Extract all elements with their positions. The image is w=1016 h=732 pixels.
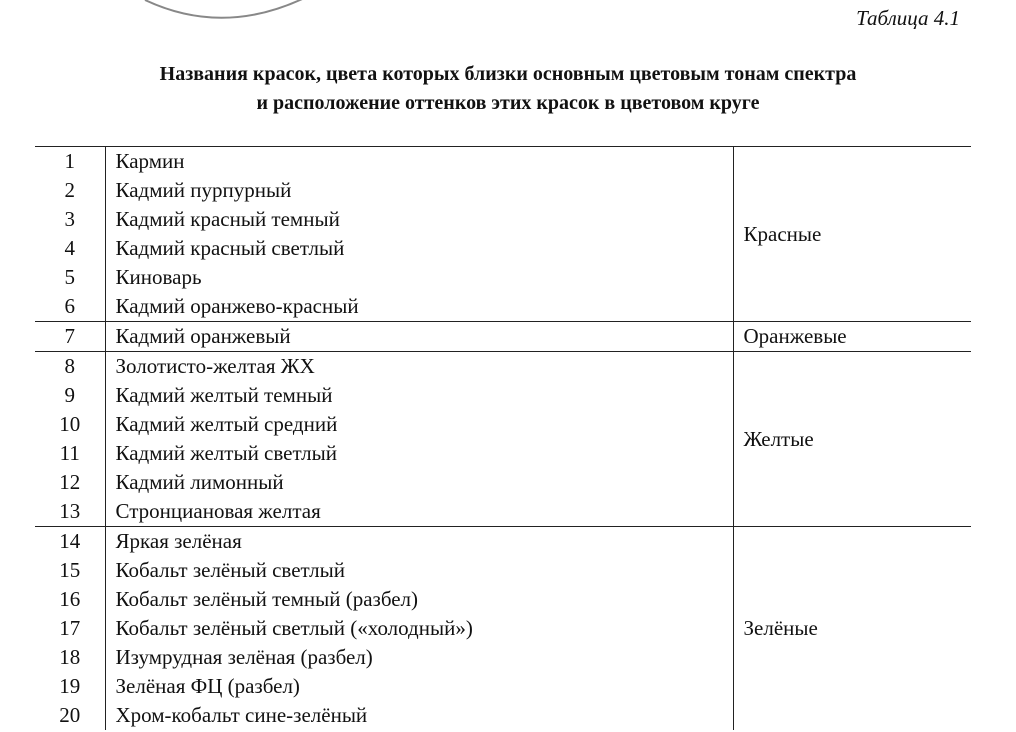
color-wheel-arc-fragment [140,0,340,30]
paint-name: Хром-кобальт сине-зелёный [105,701,733,730]
paint-name: Кобальт зелёный светлый («холодный») [105,614,733,643]
row-number: 11 [35,439,105,468]
paint-name: Кадмий оранжево-красный [105,292,733,322]
color-group-label: Зелёные [743,616,818,640]
row-number: 5 [35,263,105,292]
row-number: 4 [35,234,105,263]
paint-name: Золотисто-желтая ЖХ [105,352,733,382]
row-number: 7 [35,322,105,352]
paint-name: Кадмий желтый средний [105,410,733,439]
paint-name: Кармин [105,147,733,177]
group-green [35,527,971,731]
color-group-label: Оранжевые [743,324,847,348]
table-row [35,322,971,352]
table-title [0,60,1016,118]
group-red [35,147,971,322]
row-number: 17 [35,614,105,643]
paint-name: Стронциановая желтая [105,497,733,527]
color-group-label: Желтые [743,426,814,451]
row-number: 6 [35,292,105,322]
table-row [35,527,971,557]
group-orange [35,322,971,352]
row-number: 19 [35,672,105,701]
row-number: 2 [35,176,105,205]
row-number: 1 [35,147,105,177]
paint-name: Кобальт зелёный темный (разбел) [105,585,733,614]
paint-name: Кадмий лимонный [105,468,733,497]
table-caption: Таблица 4.1 [856,6,960,30]
row-number: 15 [35,556,105,585]
row-number: 10 [35,410,105,439]
table-row [35,147,971,177]
row-number: 14 [35,527,105,557]
color-group-label: Красные [743,221,822,246]
row-number: 20 [35,701,105,730]
row-number: 9 [35,381,105,410]
row-number: 16 [35,585,105,614]
paint-name: Кадмий желтый светлый [105,439,733,468]
paint-name: Киноварь [105,263,733,292]
table-title-line-1: Названия красок, цвета которых близки основным цветовым тонам спектра [159,63,857,85]
paint-name: Изумрудная зелёная (разбел) [105,643,733,672]
paints-table [35,146,971,730]
row-number: 18 [35,643,105,672]
paint-name: Кадмий красный светлый [105,234,733,263]
paint-name: Кадмий пурпурный [105,176,733,205]
table-row [35,352,971,382]
paint-name: Яркая зелёная [105,527,733,557]
group-yellow [35,352,971,527]
paint-name: Кадмий красный темный [105,205,733,234]
row-number: 3 [35,205,105,234]
paint-name: Кобальт зелёный светлый [105,556,733,585]
row-number: 8 [35,352,105,382]
row-number: 12 [35,468,105,497]
paint-name: Кадмий оранжевый [105,322,733,352]
row-number: 13 [35,497,105,527]
paint-name: Кадмий желтый темный [105,381,733,410]
paint-name: Зелёная ФЦ (разбел) [105,672,733,701]
table-title-line-2: и расположение оттенков этих красок в цветовом круге [256,92,760,114]
